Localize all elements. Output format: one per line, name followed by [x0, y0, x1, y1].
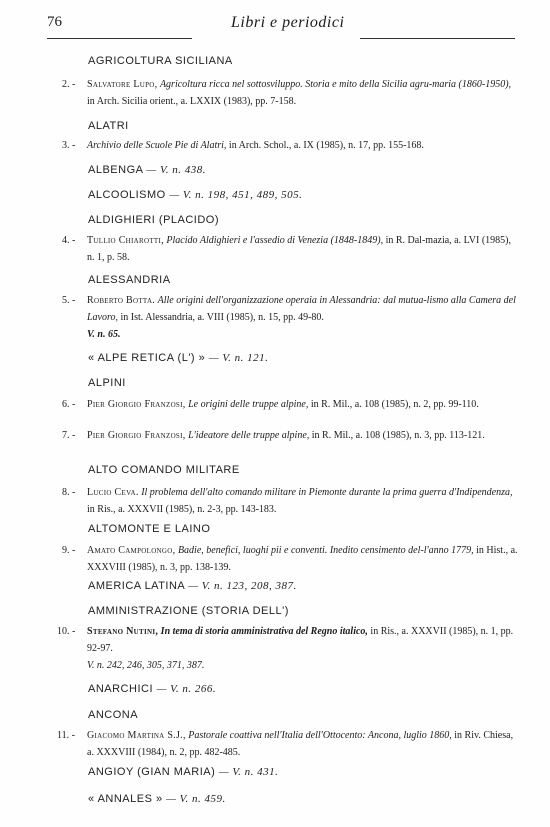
entry-7 — [62, 427, 520, 444]
entry-title: Archivio delle Scuole Pie di Alatri, — [87, 140, 227, 151]
cross-reference: — V. n. 198, 451, 489, 505. — [169, 189, 303, 201]
header-rule-left — [47, 38, 192, 39]
heading-ancona: ANCONA — [88, 709, 139, 721]
heading-altomonte: ALTOMONTE E LAINO — [88, 523, 211, 535]
entry-number: 9. - — [62, 545, 76, 556]
entry-source: in Ist. Alessandria, a. VIII (1985), n. 15, pp. 49-80. — [120, 312, 324, 323]
entry-title: Placido Aldighieri e l'assedio di Venezia (1848-1849), — [166, 235, 384, 246]
entry-title: Pastorale coattiva nell'Italia dell'Ottocento: Ancona, luglio 1860, — [188, 730, 452, 741]
heading-aldighieri: ALDIGHIERI (PLACIDO) — [88, 214, 220, 226]
entry-9 — [62, 542, 520, 576]
entry-author: Tullio Chiarotti, — [87, 235, 164, 246]
entry-2 — [62, 76, 520, 110]
entry-4 — [62, 232, 520, 266]
entry-number: 6. - — [62, 399, 76, 410]
entry-source: in R. Mil., a. 108 (1985), n. 3, pp. 113-121. — [311, 430, 485, 441]
entry-number: 7. - — [62, 430, 76, 441]
heading-label: ALCOOLISMO — [88, 189, 166, 201]
entry-source: in R. Dal-mazia, a. LVI (1985), n. 1, p. 58. — [87, 235, 512, 263]
heading-label: « ANNALES » — [88, 793, 163, 805]
entry-6 — [62, 396, 520, 413]
cross-reference: V. n. 65. — [87, 329, 121, 340]
heading-alpe-retica — [88, 352, 268, 364]
heading-label: ANARCHICI — [88, 683, 154, 695]
entry-number: 3. - — [62, 140, 76, 151]
running-title: Libri e periodici — [231, 14, 345, 31]
entry-source: in Hist., a. XXXVIII (1985), n. 3, pp. 138-139. — [87, 545, 518, 573]
entry-author: Pier Giorgio Franzosi, — [87, 430, 186, 441]
entry-author: Lucio Ceva. — [87, 487, 139, 498]
heading-alpini: ALPINI — [88, 377, 126, 389]
entry-author: Salvatore Lupo, — [87, 79, 158, 90]
heading-alto-comando: ALTO COMANDO MILITARE — [88, 464, 240, 476]
entry-title: Badie, benefici, luoghi pii e conventi. Inedito censimento del-l'anno 1779, — [177, 545, 474, 556]
heading-alcoolismo — [88, 189, 302, 201]
entry-10 — [57, 623, 520, 674]
heading-label: ANGIOY (GIAN MARIA) — [88, 766, 216, 778]
header-rule-right — [360, 38, 515, 39]
cross-reference: — V. n. 438. — [146, 164, 207, 176]
heading-agricoltura: AGRICOLTURA SICILIANA — [88, 55, 233, 67]
entry-source: in Ris., a. XXXVII (1985), n. 2-3, pp. 143-183. — [87, 504, 277, 515]
entry-11 — [57, 727, 520, 761]
heading-annales — [88, 793, 226, 805]
entry-author: Roberto Botta. — [87, 295, 156, 306]
entry-title: In tema di storia amministrativa del Regno italico, — [160, 626, 368, 637]
entry-title: Il problema dell'alto comando militare in Piemonte durante la prima guerra d'Indipendenza, — [141, 487, 513, 498]
entry-number: 5. - — [62, 295, 76, 306]
heading-amministrazione: AMMINISTRAZIONE (STORIA DELL') — [88, 605, 289, 617]
entry-author: Giacomo Martina S.J., — [87, 730, 186, 741]
entry-source: in Arch. Sicilia orient., a. LXXIX (1983), pp. 7-158. — [87, 96, 297, 107]
heading-america-latina — [88, 580, 297, 592]
entry-number: 10. - — [57, 626, 76, 637]
cross-reference: — V. n. 266. — [156, 683, 217, 695]
entry-number: 11. - — [57, 730, 75, 741]
entry-title: Le origini delle truppe alpine, — [188, 399, 309, 410]
entry-author: Amato Campolongo, — [87, 545, 176, 556]
cross-reference: — V. n. 121. — [208, 352, 269, 364]
heading-angioy — [88, 766, 278, 778]
entry-source: in R. Mil., a. 108 (1985), n. 2, pp. 99-110. — [310, 399, 479, 410]
entry-source: in Arch. Schol., a. IX (1985), n. 17, pp. 155-168. — [228, 140, 424, 151]
cross-reference: — V. n. 431. — [218, 766, 279, 778]
entry-5 — [62, 292, 520, 343]
entry-number: 4. - — [62, 235, 76, 246]
entry-number: 8. - — [62, 487, 76, 498]
cross-reference: — V. n. 123, 208, 387. — [188, 580, 297, 592]
heading-label: AMERICA LATINA — [88, 580, 185, 592]
heading-label: « ALPE RETICA (L') » — [88, 352, 206, 364]
entry-number: 2. - — [62, 79, 76, 90]
entry-author: Pier Giorgio Franzosi, — [87, 399, 186, 410]
entry-source: in Riv. Chiesa, a. XXXVIII (1984), n. 2, pp. 482-485. — [87, 730, 514, 758]
heading-alatri: ALATRI — [88, 120, 129, 132]
heading-anarchici — [88, 683, 216, 695]
entry-title: Agricoltura ricca nel sottosviluppo. Storia e mito della Sicilia agru-maria (1860-1950), — [159, 79, 512, 90]
heading-label: ALBENGA — [88, 164, 143, 176]
entry-author: Stefano Nutini, — [87, 626, 159, 637]
heading-alessandria: ALESSANDRIA — [88, 274, 171, 286]
heading-albenga — [88, 164, 206, 176]
entry-title: Alle origini dell'organizzazione operaia in Alessandria: dal mutua-lismo alla Camera del Lavoro, — [87, 295, 516, 323]
entry-3 — [62, 137, 520, 154]
cross-reference: V. n. 242, 246, 305, 371, 387. — [87, 660, 205, 671]
entry-8 — [62, 484, 520, 518]
entry-source: in Ris., a. XXXVII (1985), n. 1, pp. 92-97. — [87, 626, 514, 654]
entry-title: L'ideatore delle truppe alpine, — [188, 430, 310, 441]
page-number: 76 — [47, 14, 62, 30]
cross-reference: — V. n. 459. — [166, 793, 226, 805]
